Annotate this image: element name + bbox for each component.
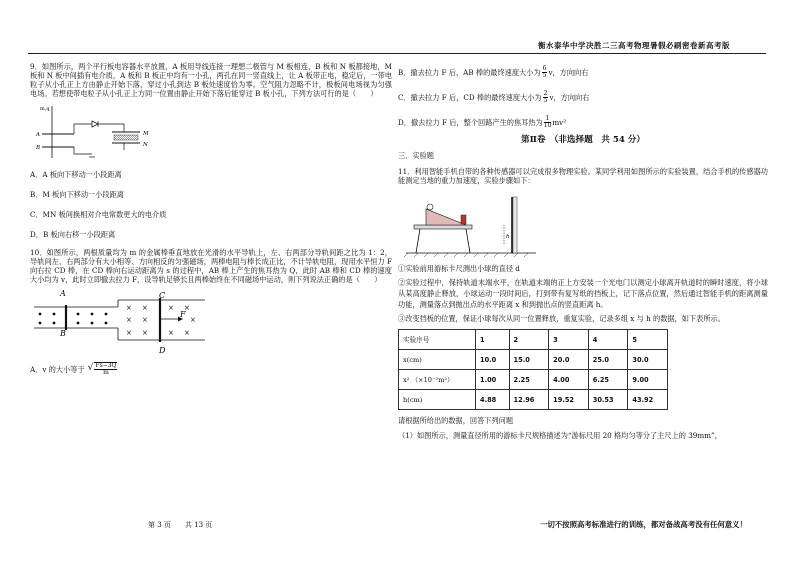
table-cell: 43.92 xyxy=(628,390,668,410)
footer-notice: 一切不按照高考标准进行的训练，都对备战高考没有任何意义！ xyxy=(540,520,747,529)
q10-option-a-text: A．v 的大小等于 xyxy=(30,364,85,374)
table-cell: 5 xyxy=(628,330,668,350)
section-subtitle: 三．实验题 xyxy=(398,150,434,160)
q10-option-c-num: 2 xyxy=(543,90,548,97)
q10-option-c-den: 5 xyxy=(543,97,548,104)
field-dots-out xyxy=(39,313,108,325)
right-column xyxy=(398,62,768,440)
svg-text:×: × xyxy=(142,329,148,337)
section-title: 第Ⅱ卷 （非选择题 共 54 分） xyxy=(520,135,645,145)
q10-option-b-num: 6 xyxy=(542,65,547,72)
table-cell: 1 xyxy=(476,330,510,350)
table-cell: 10.0 xyxy=(476,350,510,370)
svg-text:×: × xyxy=(168,304,174,312)
table-row-label: 实验序号 xyxy=(399,330,476,350)
q10-option-a xyxy=(30,362,392,376)
q10-label-B: B xyxy=(60,329,66,338)
svg-text:×: × xyxy=(168,329,174,337)
q10-option-d-fraction xyxy=(544,116,552,129)
q10-option-b-den: 5 xyxy=(542,72,547,79)
table-row xyxy=(399,370,668,390)
svg-text:×: × xyxy=(126,329,132,337)
q10-option-a-num: Fs−3Q xyxy=(95,362,117,369)
header-divider xyxy=(28,53,766,54)
table-row xyxy=(399,350,668,370)
sqrt-icon: √ xyxy=(87,363,94,374)
after-table-text: 请根据所给出的数据，回答下列问题 xyxy=(398,416,514,426)
table-cell: 15.0 xyxy=(509,350,549,370)
page-number: 第 3 页 共 13 页 xyxy=(148,521,213,529)
q9-label-B: B xyxy=(36,145,41,151)
q10-option-c-post: v，方向向右 xyxy=(549,93,590,102)
table-cell: 30.0 xyxy=(628,350,668,370)
table-cell: 25.0 xyxy=(588,350,628,370)
q11-label-h: h xyxy=(506,233,510,240)
table-cell: 4.00 xyxy=(549,370,589,390)
table-top xyxy=(414,225,472,229)
photogate-icon xyxy=(461,215,466,224)
q10-option-a-den: m xyxy=(103,369,109,376)
q10-option-c-pre: C．撤去拉力 F 后，CD 棒的最终速度大小为 xyxy=(398,93,542,102)
svg-text:×: × xyxy=(190,316,196,324)
table-cell: 6.25 xyxy=(588,370,628,390)
svg-text:×: × xyxy=(142,316,148,324)
ball-icon xyxy=(427,204,433,210)
q9-label-N: N xyxy=(143,142,148,148)
svg-text:×: × xyxy=(142,304,148,312)
table-cell: 4.88 xyxy=(476,390,510,410)
table-cell: 20.0 xyxy=(549,350,589,370)
q9-option-b: B．M 板向下移动一小段距离 xyxy=(30,190,124,199)
svg-text:×: × xyxy=(184,304,190,312)
q11-step-3: ③改变挡板的位置，保证小球每次从同一位置释放，重复实验，记录多组 x 与 h 的数据，如下表所示。 xyxy=(398,314,725,324)
left-column xyxy=(30,62,392,376)
q10-option-c xyxy=(398,91,768,104)
q10-label-F: F xyxy=(180,310,186,319)
table-cell: 2 xyxy=(509,330,549,350)
table-cell: 19.52 xyxy=(549,390,589,410)
q9-label-M: M xyxy=(143,131,149,137)
table-row-label: h(cm) xyxy=(399,390,476,410)
q10-option-d-post: mv² xyxy=(552,118,567,127)
table-cell: 30.53 xyxy=(588,390,628,410)
table-cell: 2.25 xyxy=(509,370,549,390)
svg-text:×: × xyxy=(126,304,132,312)
svg-text:×: × xyxy=(184,329,190,337)
q9-option-c: C．MN 板间换相对介电常数更大的电介质 xyxy=(30,210,167,219)
q10-option-c-fraction xyxy=(543,91,549,104)
q9-circuit-figure xyxy=(34,102,154,162)
q10-option-b-pre: B．撤去拉力 F 后，AB 棒的最终速度大小为 xyxy=(398,68,541,77)
header-title: 衡水泰华中学决胜二三高考物理暑假必刷密卷新高考版 xyxy=(538,41,730,50)
ramp-track xyxy=(426,209,466,225)
table-cell: 12.96 xyxy=(509,390,549,410)
q10-label-D: D xyxy=(159,346,166,355)
q10-option-b xyxy=(398,66,768,79)
q9-stem: 9．如图所示，两个平行板电容器水平放置，A 板用导线连接一理想二极管与 M 板相连，B 板和 N 板都接地，M 板和 N 板中间插有电介质，A 板和 B 板正中均有一小孔，两孔在同一竖直线上，让 A 板带正电，稳定后，一带电粒子从小孔正上方由静止开始下落，穿过小孔到达 B 板处速度恰为零。空气阻力忽略不计，极板间电场视为匀强电场。若想使带电粒子从小孔正上方同一位置由静止开始下落后能穿过 B 板小孔，下列方法可行的是（ ） xyxy=(30,62,392,98)
table-cell: 3 xyxy=(549,330,589,350)
table-row xyxy=(399,390,668,410)
q10-option-b-fraction xyxy=(542,66,548,79)
q10-option-d xyxy=(398,116,768,129)
svg-text:×: × xyxy=(126,316,132,324)
diode-icon xyxy=(92,121,98,127)
q11-step-1: ①实验前用游标卡尺测出小球的直径 d xyxy=(398,263,520,273)
q11-stem: 11．利用智能手机自带的各种传感器可以完成很多物理实验。某同学利用如图所示的实验装置，结合手机的传感器功能测定当地的重力加速度，实验步骤如下： xyxy=(398,166,768,185)
q10-rail-figure xyxy=(30,288,210,360)
q9-label-A: A xyxy=(36,132,40,138)
q10-stem: 10．如图所示，两根质量均为 m 的金属棒垂直地放在光滑的水平导轨上，左、右两部分导轨间距之比为 1：2，导轨间左、右两部分有大小相等、方向相反的匀强磁场，两棒电阻与棒长成正比，不计导轨电阻，现用水平恒力 F 向右拉 CD 棒，在 CD 棒向右运动距离为 s 的过程中，AB 棒上产生的焦耳热为 Q，此时 AB 棒和 CD 棒的速度大小均为 v，此时立即撤去拉力 F，设导轨足够长且两棒始终在不同磁场中运动，则下列说法正确的是（ ） xyxy=(30,248,392,284)
q9-option-d: D．B 板向右移一小段距离 xyxy=(30,230,116,239)
q9-label-particle: m,q xyxy=(40,106,50,112)
q11-step-2: ②实验过程中，保持轨道末端水平，在轨道末端的正上方安装一个光电门以测定小球离开轨道时的瞬时速度，将小球从某高度静止释放，小球运动一段时间后，打到带有复写纸的挡板上，记下落点位置，然后通过智能手机的距离测量功能，测量落点到抛出点的水平距离 x 和到抛出点的竖直距离 h。 xyxy=(398,277,768,310)
q10-option-d-pre: D．撤去拉力 F 后，整个回路产生的焦耳热为 xyxy=(398,118,543,127)
q10-option-b-post: v，方向向右 xyxy=(548,68,589,77)
table-cell: 4 xyxy=(588,330,628,350)
table-row-label: x(cm) xyxy=(399,350,476,370)
dielectric-block xyxy=(114,135,138,140)
table-cell: 9.00 xyxy=(628,370,668,390)
q9-option-a: A．A 板向下移动一小段距离 xyxy=(30,170,122,179)
q11-data-table xyxy=(398,329,668,410)
q10-option-d-den: 10 xyxy=(543,122,552,129)
q11-sub-1: （1）如图所示，测量直径所用的游标卡尺规格描述为“游标尺用 20 格均匀等分了主尺上的 39mm”， xyxy=(398,431,722,441)
q10-label-A: A xyxy=(60,289,66,298)
table-row xyxy=(399,330,668,350)
q10-option-a-fraction xyxy=(94,362,117,376)
table-row-label: x² （×10⁻²m²） xyxy=(399,370,476,390)
q10-label-C: C xyxy=(159,291,166,300)
q11-apparatus-figure xyxy=(404,189,544,261)
table-cell: 1.00 xyxy=(476,370,510,390)
q10-option-d-num: 1 xyxy=(545,115,550,122)
